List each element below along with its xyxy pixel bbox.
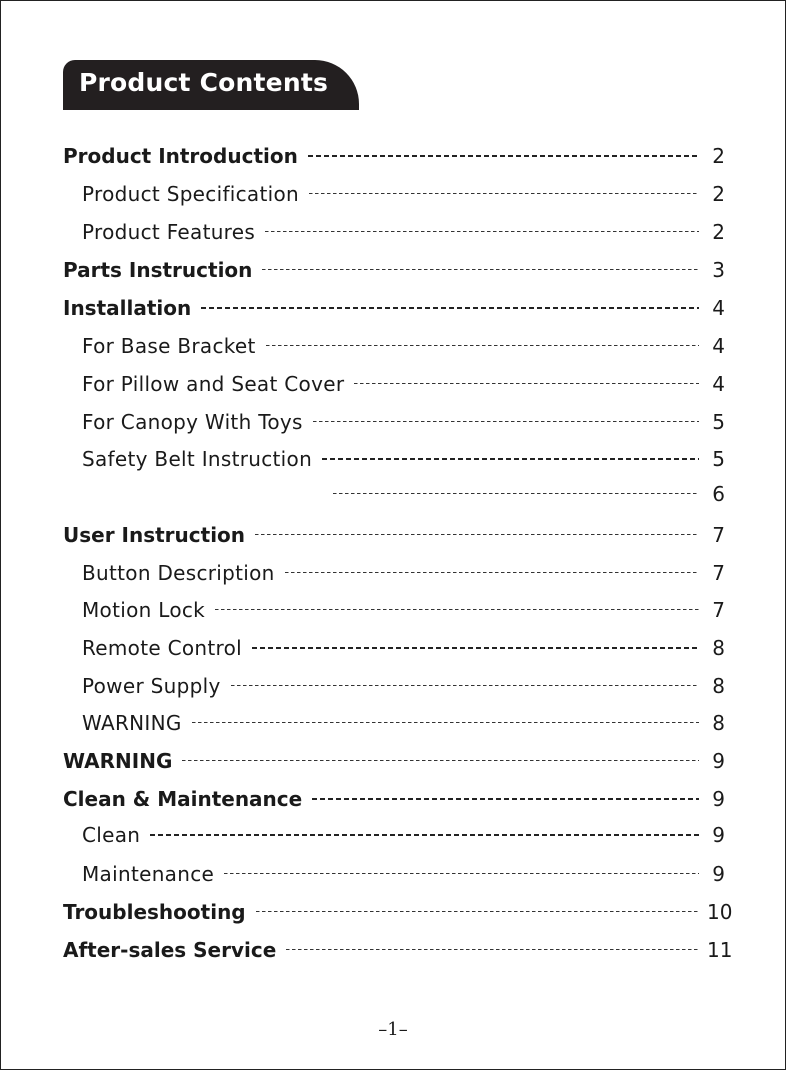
toc-entry [82, 558, 725, 588]
toc-entry [82, 407, 725, 437]
page-number-footer: –1– [378, 1019, 408, 1040]
toc-entry-label: For Base Bracket [82, 334, 256, 358]
toc-entry-label: For Canopy With Toys [82, 410, 303, 434]
toc-entry-page-number: 11 [707, 938, 733, 962]
toc-entry-page-number: 6 [712, 482, 725, 506]
toc-entry-label: WARNING [63, 749, 173, 773]
toc-entry-page-number: 9 [712, 749, 725, 773]
toc-entry-page-number: 7 [712, 561, 725, 585]
toc-entry-page-number: 2 [712, 182, 725, 206]
toc-entry-page-number: 10 [707, 900, 733, 924]
dot-leader [265, 231, 699, 233]
dot-leader [252, 647, 699, 649]
dot-leader [231, 685, 699, 687]
toc-entry [82, 179, 725, 209]
toc-entry-page-number: 3 [712, 258, 725, 282]
dot-leader [354, 383, 699, 385]
dot-leader [286, 949, 699, 951]
toc-entry [82, 217, 725, 247]
toc-entry-label: For Pillow and Seat Cover [82, 372, 345, 396]
toc-entry [82, 331, 725, 361]
toc-entry-label: Product Introduction [63, 144, 298, 168]
toc-entry-page-number: 7 [712, 523, 725, 547]
toc-entry-page-number: 7 [712, 598, 725, 622]
toc-entry-label: After-sales Service [63, 938, 277, 962]
toc-entry [63, 141, 725, 171]
toc-entry [63, 784, 725, 814]
dot-leader [309, 193, 699, 195]
toc-entry-label: Maintenance [82, 862, 215, 886]
dot-leader [150, 834, 699, 836]
toc-entry [82, 708, 725, 738]
dot-leader [333, 493, 699, 495]
toc-entry-label: Troubleshooting [63, 900, 246, 924]
toc-entry [63, 479, 725, 509]
toc-entry-label: Motion Lock [82, 598, 206, 622]
dot-leader [322, 458, 699, 460]
dot-leader [285, 572, 699, 574]
toc-entry-page-number: 5 [712, 410, 725, 434]
toc-entry-label: User Instruction [63, 523, 246, 547]
toc-entry [82, 671, 725, 701]
toc-entry-label: Power Supply [82, 674, 221, 698]
dot-leader [224, 873, 699, 875]
toc-entry-page-number: 4 [712, 296, 725, 320]
toc-entry-label: WARNING [82, 711, 182, 735]
dot-leader [256, 911, 699, 913]
toc-entry [82, 633, 725, 663]
page-title: Product Contents [63, 60, 359, 110]
dot-leader [308, 155, 699, 157]
toc-entry [82, 595, 725, 625]
dot-leader [192, 722, 699, 724]
toc-entry [82, 820, 725, 850]
toc-entry-label: Installation [63, 296, 192, 320]
toc-entry [63, 520, 725, 550]
dot-leader [262, 269, 699, 271]
dot-leader [313, 421, 699, 423]
toc-entry [63, 293, 725, 323]
toc-entry [63, 255, 725, 285]
toc-entry [63, 746, 725, 776]
toc-entry-page-number: 8 [712, 674, 725, 698]
dot-leader [201, 307, 699, 309]
toc-entry [82, 444, 725, 474]
toc-entry-page-number: 2 [712, 220, 725, 244]
toc-entry [82, 859, 725, 889]
toc-entry-label: Button Description [82, 561, 275, 585]
dot-leader [182, 760, 699, 762]
toc-entry-label: Safety Belt Instruction [82, 447, 313, 471]
toc-entry-page-number: 4 [712, 334, 725, 358]
toc-entry-page-number: 9 [712, 787, 725, 811]
dot-leader [266, 345, 699, 347]
toc-entry [82, 369, 725, 399]
toc-entry-page-number: 5 [712, 447, 725, 471]
dot-leader [215, 609, 699, 611]
toc-entry-page-number: 8 [712, 636, 725, 660]
dot-leader [312, 798, 699, 800]
toc-entry [63, 897, 733, 927]
toc-entry [63, 935, 733, 965]
toc-entry-page-number: 4 [712, 372, 725, 396]
toc-entry-page-number: 9 [712, 823, 725, 847]
toc-entry-label: Product Features [82, 220, 256, 244]
toc-entry-label: Remote Control [82, 636, 243, 660]
toc-entry-page-number: 2 [712, 144, 725, 168]
dot-leader [255, 534, 699, 536]
toc-entry-label: Clean [82, 823, 141, 847]
toc-entry-label: Clean & Maintenance [63, 787, 303, 811]
toc-entry-page-number: 9 [712, 862, 725, 886]
toc-entry-label: Parts Instruction [63, 258, 253, 282]
toc-entry-page-number: 8 [712, 711, 725, 735]
toc-entry-label: Product Specification [82, 182, 300, 206]
